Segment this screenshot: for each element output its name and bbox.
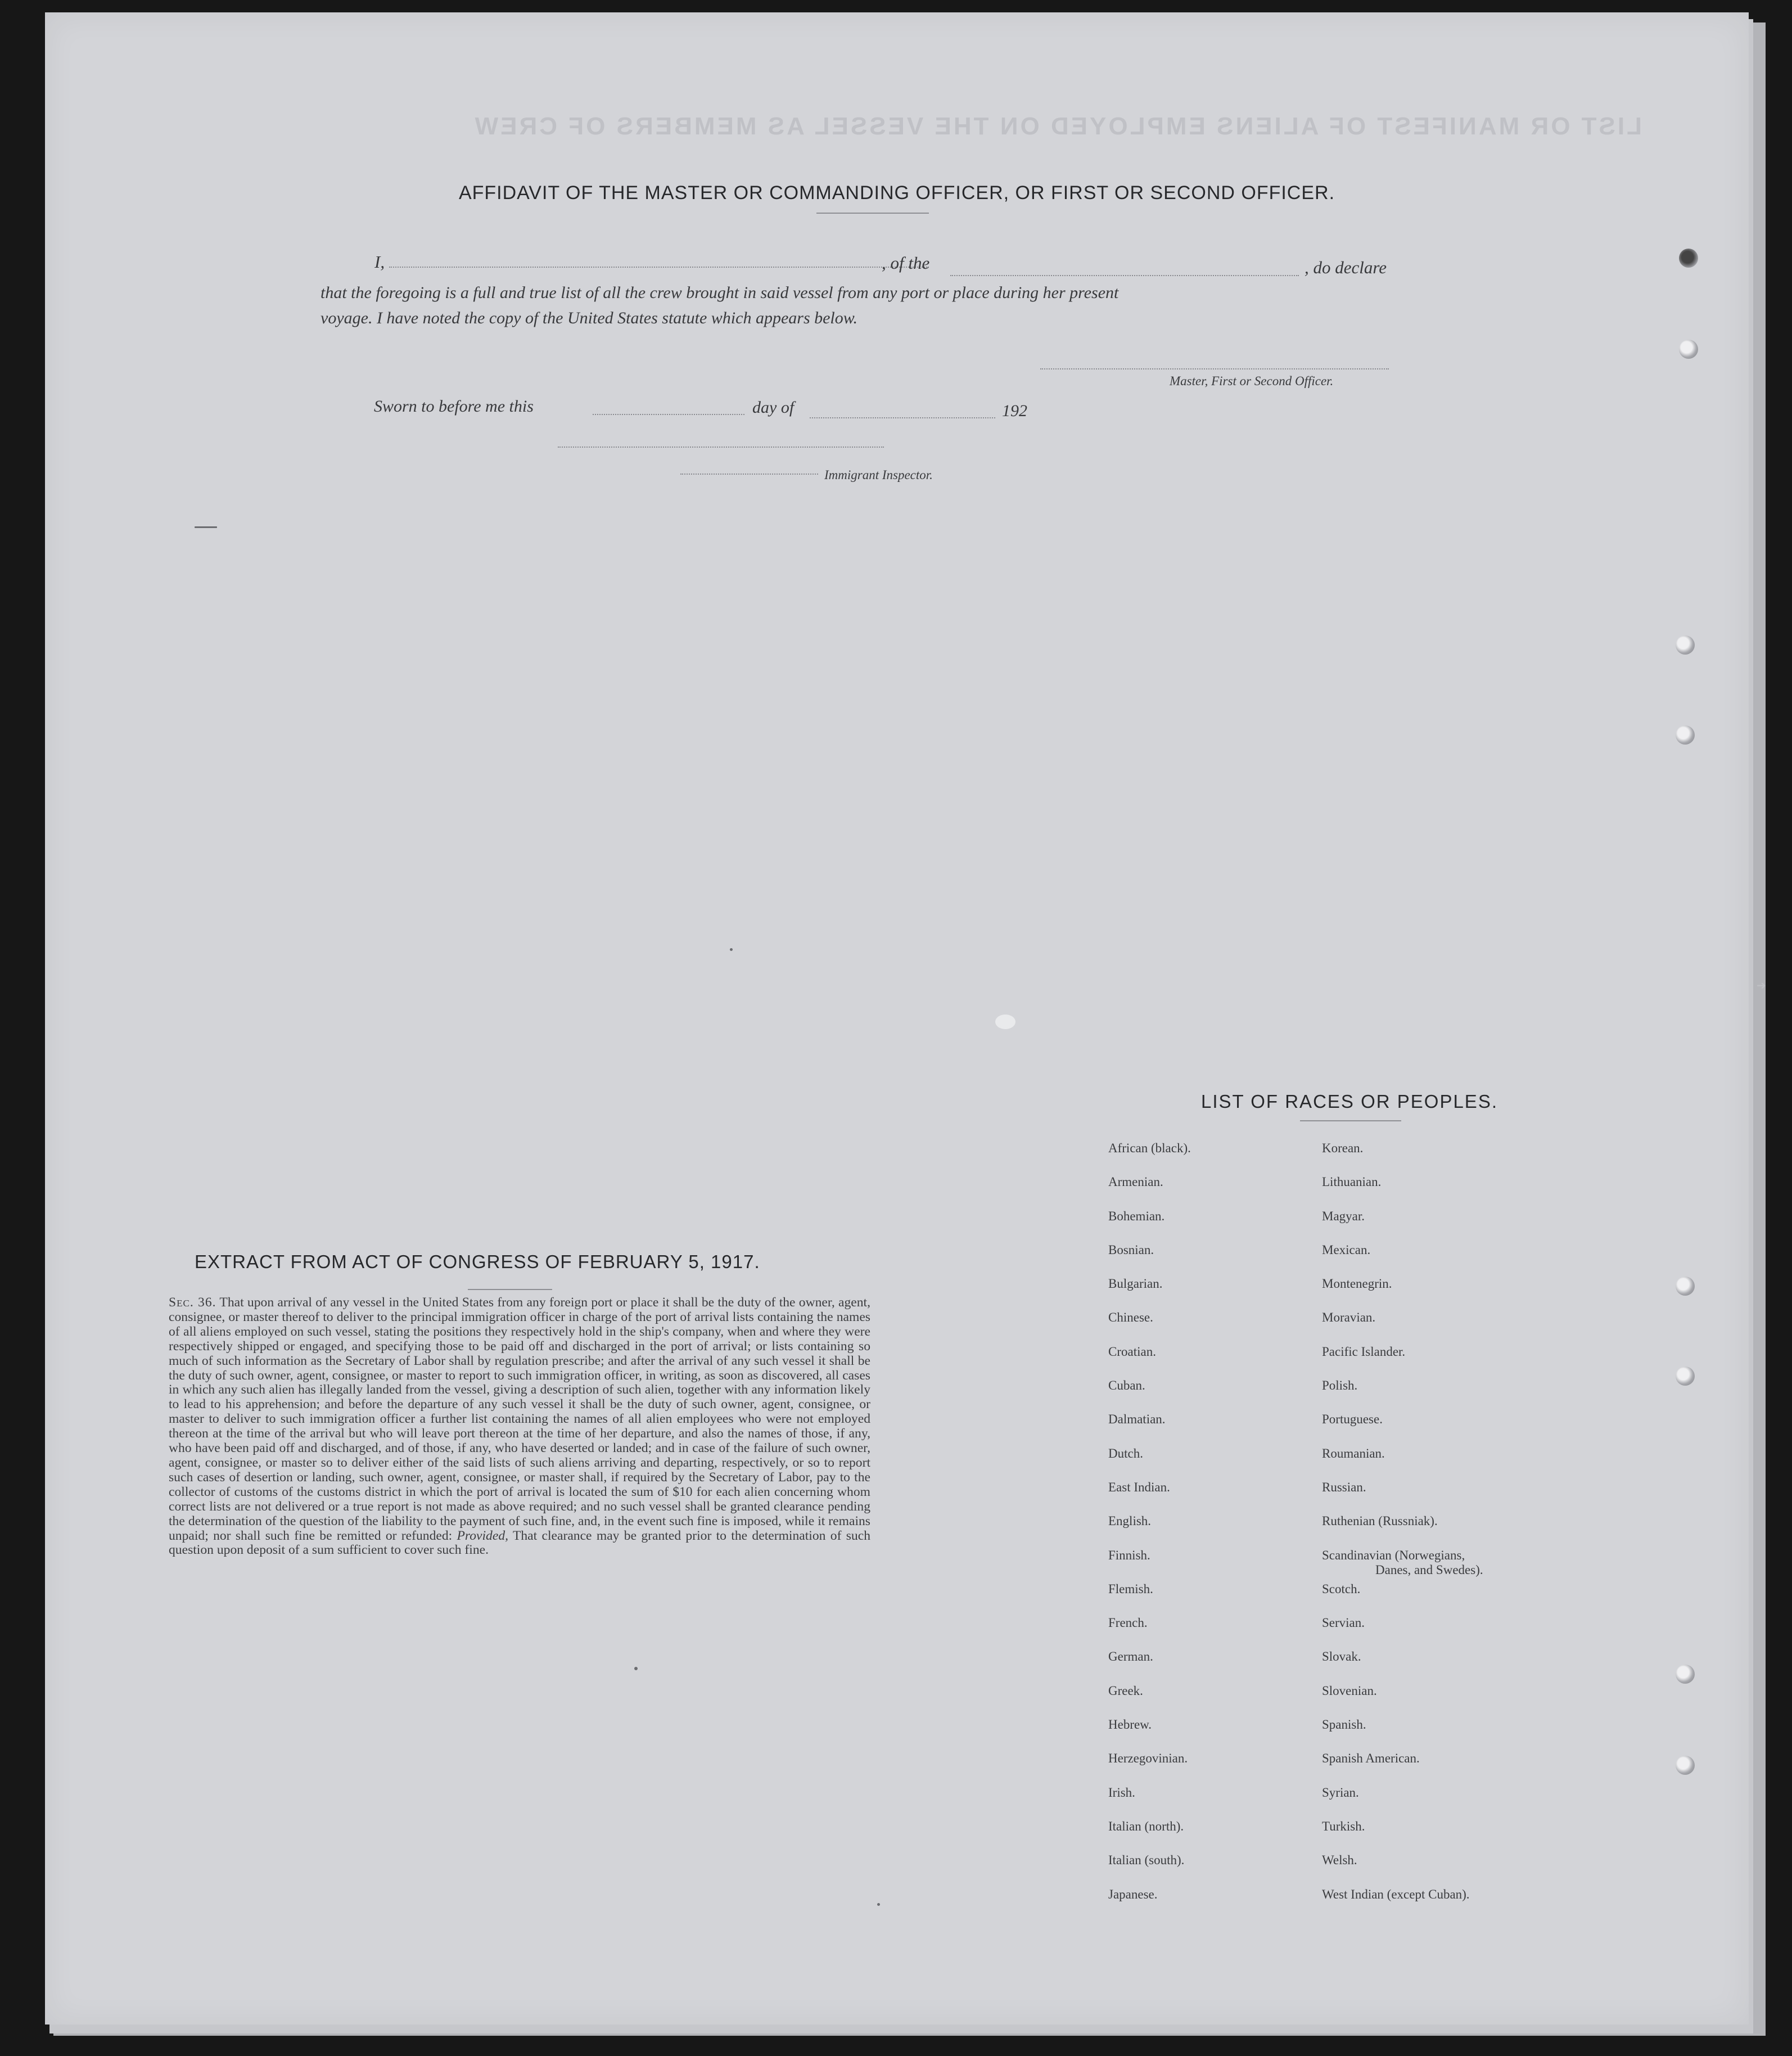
race-item: Flemish.	[1108, 1581, 1153, 1596]
day-of-text: day of	[752, 398, 795, 417]
sworn-text: Sworn to before me this	[374, 397, 534, 416]
race-item: Ruthenian (Russniak).	[1322, 1514, 1438, 1529]
affidavit-line-3: voyage. I have noted the copy of the United States statute which appears below.	[321, 309, 858, 327]
punch-hole	[1676, 1756, 1695, 1775]
races-title: LIST OF RACES OR PEOPLES.	[1200, 1091, 1498, 1112]
race-item: Dutch.	[1108, 1446, 1143, 1460]
race-item: Magyar.	[1322, 1209, 1365, 1223]
race-item: Servian.	[1322, 1616, 1365, 1630]
affidavit-i: I,	[374, 252, 385, 272]
race-item: Russian.	[1322, 1480, 1366, 1494]
master-label: Master, First or Second Officer.	[1170, 374, 1334, 388]
race-item: Montenegrin.	[1322, 1277, 1392, 1291]
race-item: Italian (north).	[1108, 1819, 1184, 1833]
race-item: Slovak.	[1322, 1649, 1361, 1664]
affidavit-title: AFFIDAVIT OF THE MASTER OR COMMANDING OFFICER, OR FIRST OR SECOND OFFICER.	[458, 182, 1335, 204]
sworn-day-blank[interactable]	[593, 414, 744, 415]
statute-provided: Provided,	[457, 1528, 509, 1543]
affidavit-do-declare: , do declare	[1304, 258, 1387, 277]
act-title: EXTRACT FROM ACT OF CONGRESS OF FEBRUARY 5, 1917.	[195, 1251, 760, 1272]
race-item: Turkish.	[1322, 1819, 1365, 1833]
race-item: Welsh.	[1322, 1853, 1357, 1868]
race-item: Dalmatian.	[1108, 1412, 1166, 1427]
paper-speck	[995, 1015, 1015, 1029]
race-item: East Indian.	[1108, 1480, 1170, 1494]
section-number: Sec. 36.	[169, 1295, 216, 1310]
race-item: Italian (south).	[1108, 1853, 1185, 1868]
race-item: Polish.	[1322, 1378, 1358, 1393]
paper-speck	[877, 1903, 880, 1906]
affidavit-of-the: , of the	[882, 253, 930, 273]
race-item-scandinavian	[1322, 1548, 1569, 1582]
race-item: English.	[1108, 1514, 1152, 1529]
race-item: Japanese.	[1108, 1887, 1158, 1901]
race-item: Pacific Islander.	[1322, 1344, 1406, 1359]
race-item: African (black).	[1108, 1141, 1191, 1155]
inspector-label: Immigrant Inspector.	[824, 468, 933, 482]
punch-hole	[1676, 1665, 1695, 1684]
vessel-blank[interactable]	[950, 275, 1299, 276]
inspector-short-line	[680, 474, 818, 475]
race-item: Moravian.	[1322, 1310, 1376, 1325]
race-item: West Indian (except Cuban).	[1322, 1887, 1470, 1901]
race-item: Mexican.	[1322, 1242, 1371, 1257]
punch-hole	[1676, 725, 1695, 745]
year-prefix: 192	[1002, 402, 1027, 420]
paper-speck	[730, 948, 733, 951]
bleed-through-heading: LIST OR MANIFEST OF ALIENS EMPLOYED ON THE VESSEL AS MEMBERS OF CREW	[472, 112, 1642, 140]
margin-mark: ➔	[1757, 979, 1766, 992]
race-item: Armenian.	[1108, 1175, 1163, 1189]
punch-hole	[1676, 635, 1695, 655]
race-item: Cuban.	[1108, 1378, 1145, 1393]
statute-body: That upon arrival of any vessel in the United States from any foreign port or place it shall be the duty of the owner, agent, consignee, or master thereof to deliver to the principal immigration officer in charge of the port of arrival lists containing the names of all aliens employed on such vessel, stating the positions they respectively hold in the ship's company, when and where they were respectively shipped or engaged, and specifying those to be paid off and discharged in the port of arrival; or lists containing so much of such information as the Secretary of Labor shall by regulation prescribe; and after the arrival of any such vessel it shall be the duty of such owner, agent, consignee, or master to report to such immigration officer, in writing, as soon as discovered, all cases in which any such alien has illegally landed from the vessel, giving a description of such alien, together with any information likely to lead to his apprehension; and before the departure of any such vessel it shall be the duty of such owner, agent, consignee, or master to deliver to such immigration officer a further list containing the names of all alien employees who were not employed thereon at the time of the arrival but who will leave port thereon at the time of her departure, and also the names of those, if any, who have been paid off and discharged, and of those, if any, who have deserted or landed; and in case of the failure of such owner, agent, consignee, or master so to deliver either of the said lists of such aliens arriving and departing, respectively, or so to report such cases of desertion or landing, such owner, agent, consignee, or master shall, if required by the Secretary of Labor, pay to the collector of customs of the customs district in which the port of arrival is located the sum of $10 for each alien concerning whom correct lists are not delivered or a true report is not made as above required; and no such vessel shall be granted clearance pending the determination of the question of the liability to the payment of such fine, and, in the event such fine is imposed, while it remains unpaid; nor shall such fine be remitted or refunded:	[169, 1295, 870, 1543]
race-item: Herzegovinian.	[1108, 1751, 1188, 1766]
punch-hole	[1679, 249, 1698, 268]
races-list	[1108, 1141, 1569, 1921]
race-item: Roumanian.	[1322, 1446, 1385, 1460]
statute-body-end: That clearance may be granted prior to the determination of such question upon deposit of a sum sufficient to cover such fine.	[169, 1528, 870, 1558]
race-item: Lithuanian.	[1322, 1175, 1382, 1189]
race-item: Portuguese.	[1322, 1412, 1383, 1427]
race-item: Spanish American.	[1322, 1751, 1420, 1766]
race-item: German.	[1108, 1649, 1153, 1664]
race-item: Finnish.	[1108, 1548, 1150, 1562]
race-item: Bosnian.	[1108, 1242, 1154, 1257]
statute-text	[169, 1296, 870, 1558]
punch-hole	[1679, 340, 1698, 359]
race-item: Hebrew.	[1108, 1717, 1152, 1732]
races-title-underline	[1300, 1120, 1401, 1121]
document-page	[45, 12, 1749, 2025]
race-item: Irish.	[1108, 1785, 1135, 1800]
race-item: Syrian.	[1322, 1785, 1359, 1800]
race-item: Scotch.	[1322, 1581, 1361, 1596]
race-item: Slovenian.	[1322, 1683, 1377, 1698]
race-item: Bulgarian.	[1108, 1277, 1163, 1291]
act-title-underline	[468, 1289, 552, 1290]
paper-speck	[634, 1667, 638, 1670]
inspector-signature-line[interactable]	[558, 447, 884, 448]
race-item: Scandinavian (Norwegians,	[1322, 1548, 1465, 1562]
punch-hole	[1676, 1277, 1695, 1296]
race-item: Bohemian.	[1108, 1209, 1165, 1223]
race-item: Spanish.	[1322, 1717, 1366, 1732]
sworn-month-blank[interactable]	[810, 417, 995, 418]
title-underline	[816, 213, 929, 214]
punch-hole	[1676, 1367, 1695, 1386]
master-signature-line[interactable]	[1040, 368, 1389, 369]
paper-speck	[195, 526, 217, 528]
race-item: Croatian.	[1108, 1344, 1156, 1359]
race-item: Korean.	[1322, 1141, 1364, 1155]
name-blank[interactable]	[389, 267, 929, 268]
race-item-continuation: Danes, and Swedes).	[1375, 1562, 1483, 1577]
race-item: Chinese.	[1108, 1310, 1153, 1325]
race-item: Greek.	[1108, 1683, 1143, 1698]
race-item: French.	[1108, 1616, 1148, 1630]
affidavit-line-2: that the foregoing is a full and true list of all the crew brought in said vessel from any port or place during her present	[321, 283, 1119, 302]
